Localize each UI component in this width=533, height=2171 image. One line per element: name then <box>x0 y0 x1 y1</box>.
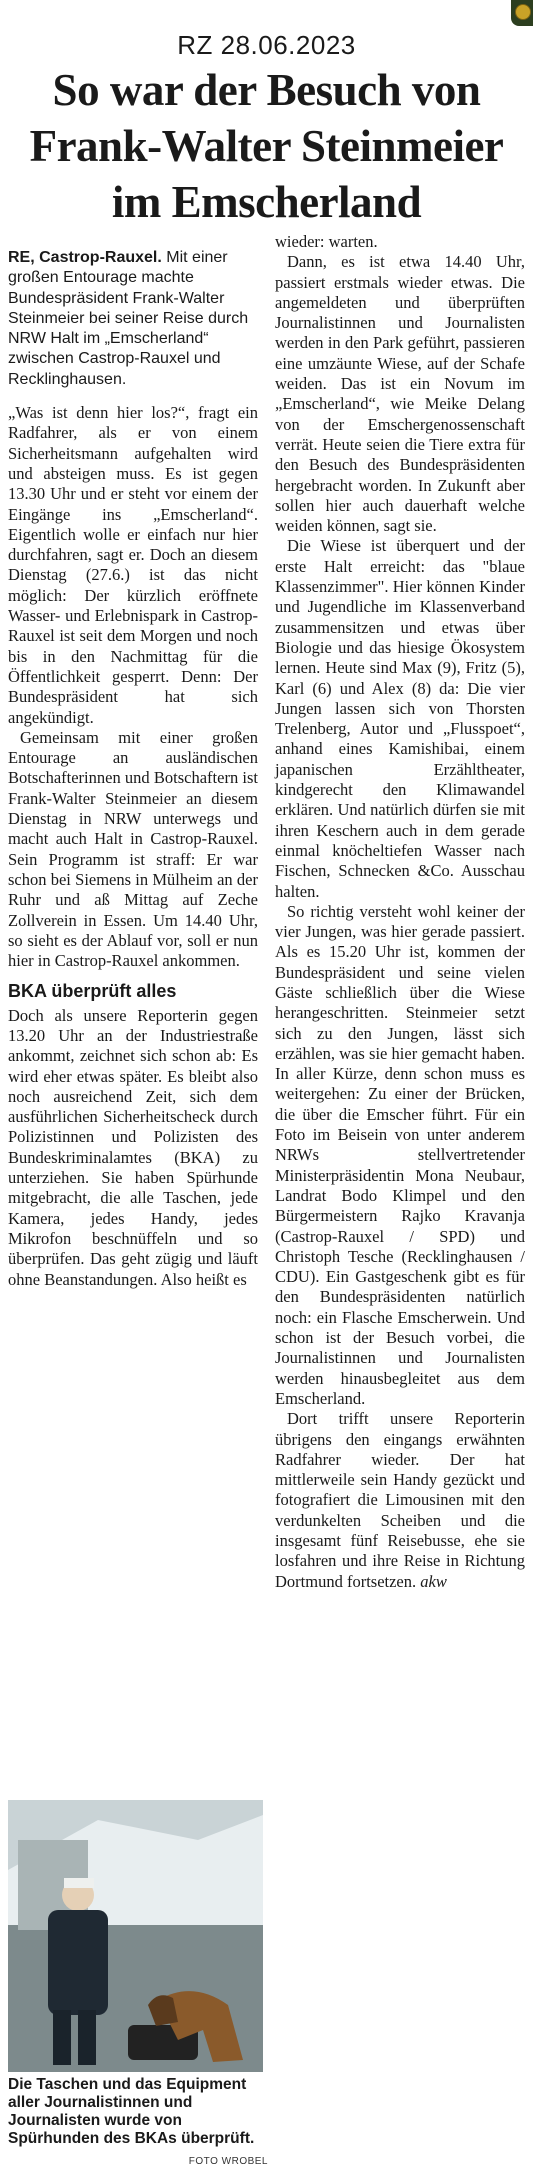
paragraph-continued: wieder: warten. <box>275 232 378 251</box>
paragraph-intro: „Was ist denn hier los?“, fragt ein Radfahrer, als er von einem Sicherheitsmann aufgehalten wird und absteigen muss. Es ist gegen 13.30 Uhr und er steht vor einem der Eingänge ins „Emscherland“. Eigentlich wolle er einfach nur hier durchfahren, sagt er. Doch an diesem Dienstag (27.6.) ist das nicht möglich: Der kürzlich eröffnete Wasser- und Erlebnispark in Castrop-Rauxel ist seit dem Morgen und noch bis in den Nachmittag für die Öffentlichkeit gesperrt. Denn: Der Bundespräsident hat sich angekündigt. <box>8 403 258 727</box>
caption-text: Die Taschen und das Equipment aller Journalistinnen und Journalisten wurde von Spürhunden des BKAs überprüft. <box>8 2076 255 2147</box>
headline: So war der Besuch von Frank-Walter Steinmeier im Emscherland <box>29 65 504 227</box>
ending-text: Dort trifft unsere Reporterin übrigens den eingangs erwähnten Radfahrer wieder. Der hat mittlerweile sein Handy gezückt und fotografiert die Limousinen mit den verdunkelten Scheiben und die insgesamt fünf Reisebusse, ehe sie losfahren und ihre Reise in Richtung Dortmund fortsetzen. <box>275 1409 525 1591</box>
paragraph-bka: Doch als unsere Reporterin gegen 13.20 Uhr an der Industriestraße ankommt, zeichnet sich schon ab: Es wird eher etwas später. Es bleibt also noch ausreichend Zeit, sich dem ausführlichen Sicherheitscheck durch Polizistinnen und Polizisten des Bundeskriminalamtes (BKA) zu unterziehen. Sie haben Spürhunde mitgebracht, die alle Taschen, jede Kamera, jedes Handy, jedes Mikrofon beschnüffeln und so überprüfen. Das geht zügig und läuft ohne Beanstandungen. Also heißt es <box>8 1005 258 1289</box>
photo-credit: FOTO WROBEL <box>188 2156 268 2167</box>
dateline: RZ 28.06.2023 <box>177 30 356 60</box>
photo-police-dog-check <box>8 1800 263 2072</box>
lead-location: RE, Castrop-Rauxel. <box>8 249 162 266</box>
paragraph-classroom: Die Wiese ist überquert und der erste Halt erreicht: das "blaue Klassenzimmer". Hier können Kinder und Jugendliche im Klassenverband zusammensitzen und etwas über Biologie und das hiesige Ökosystem lernen. Heute sind Max (9), Fritz (5), Karl (6) und Alex (8) da: Die vier Jungen lassen sich von Thorsten Trelenberg, Autor und „Flusspoet“, anhand eines Kamishibai, einem japanischen Erzähltheater, kindgerecht den Klimawandel erklären. Und natürlich dürfen sie mit ihren Keschern auch in dem gerade einmal knöcheltiefen Wasser nach Fischen, Schnecken &Co. Ausschau halten. <box>275 536 525 901</box>
lead-paragraph <box>8 248 258 390</box>
paragraph-visit: So richtig versteht wohl keiner der vier Jungen, was hier gerade passiert. Als es 15.20 Uhr ist, kommen der Bundespräsident und seine vielen Gäste schließlich über die Wiese herangeschritten. Steinmeier setzt sich zu den Jungen, lässt sich erzählen, was sie hier gemacht haben. In aller Kürze, denn schon muss es weitergehen: Zu einer der Brücken, die über die Emscher führt. Für ein Foto im Beisein von unter anderem NRWs stellvertretender Ministerpräsidentin Mona Neubaur, Landrat Bodo Klimpel und den Bürgermeistern Rajko Kravanja (Castrop-Rauxel / SPD) und Christoph Tesche (Recklinghausen / CDU). Ein Gastgeschenk gibt es für den Bundespräsidenten natürlich noch: ein Flasche Emscherwein. Und schon ist der Besuch vorbei, die Journalistinnen und Journalisten werden hinausbegleitet aus dem Emscherland. <box>275 901 525 1408</box>
article-column-right <box>275 232 525 1592</box>
lead-text: Mit einer großen Entourage machte Bundespräsident Frank-Walter Steinmeier bei seiner Reise durch NRW Halt im „Emscherland“ zwischen Castrop-Rauxel und Recklinghausen. <box>8 249 249 388</box>
author-signature: akw <box>420 1571 447 1591</box>
article-column-left <box>8 248 258 1290</box>
paragraph-ending <box>275 1409 525 1592</box>
publication-logo <box>511 0 533 26</box>
paragraph-arrival: Dann, es ist etwa 14.40 Uhr, passiert erstmals wieder etwas. Die angemeldeten und überprüften Journalistinnen und Journalisten werden in den Park geführt, passieren eine umzäunte Wiese, auf der Schafe weiden. Das ist ein Novum im „Emscherland“, wie Meike Delang von der Emschergenossenschaft verrät. Heute seien die Tiere extra für den Besuch des Bundespräsidenten hergebracht worden. In Zukunft aber sollen hier auch dauerhaft welche weiden können, sagt sie. <box>275 252 525 536</box>
photo-caption <box>8 2076 268 2171</box>
paragraph-program: Gemeinsam mit einer großen Entourage an ausländischen Botschafterinnen und Botschaftern ist Frank-Walter Steinmeier an diesem Dienstag in NRW unterwegs und macht auch Halt in Castrop-Rauxel. Sein Programm ist straff: Er war schon bei Siemens in Mülheim an der Ruhr und aß Mittag auf Zeche Zollverein in Essen. Um 14.40 Uhr, so sieht es der Ablauf vor, soll er nun hier in Castrop-Rauxel ankommen. <box>8 727 258 971</box>
subheading-bka: BKA überprüft alles <box>8 981 177 1002</box>
article-photo <box>8 1800 263 2072</box>
